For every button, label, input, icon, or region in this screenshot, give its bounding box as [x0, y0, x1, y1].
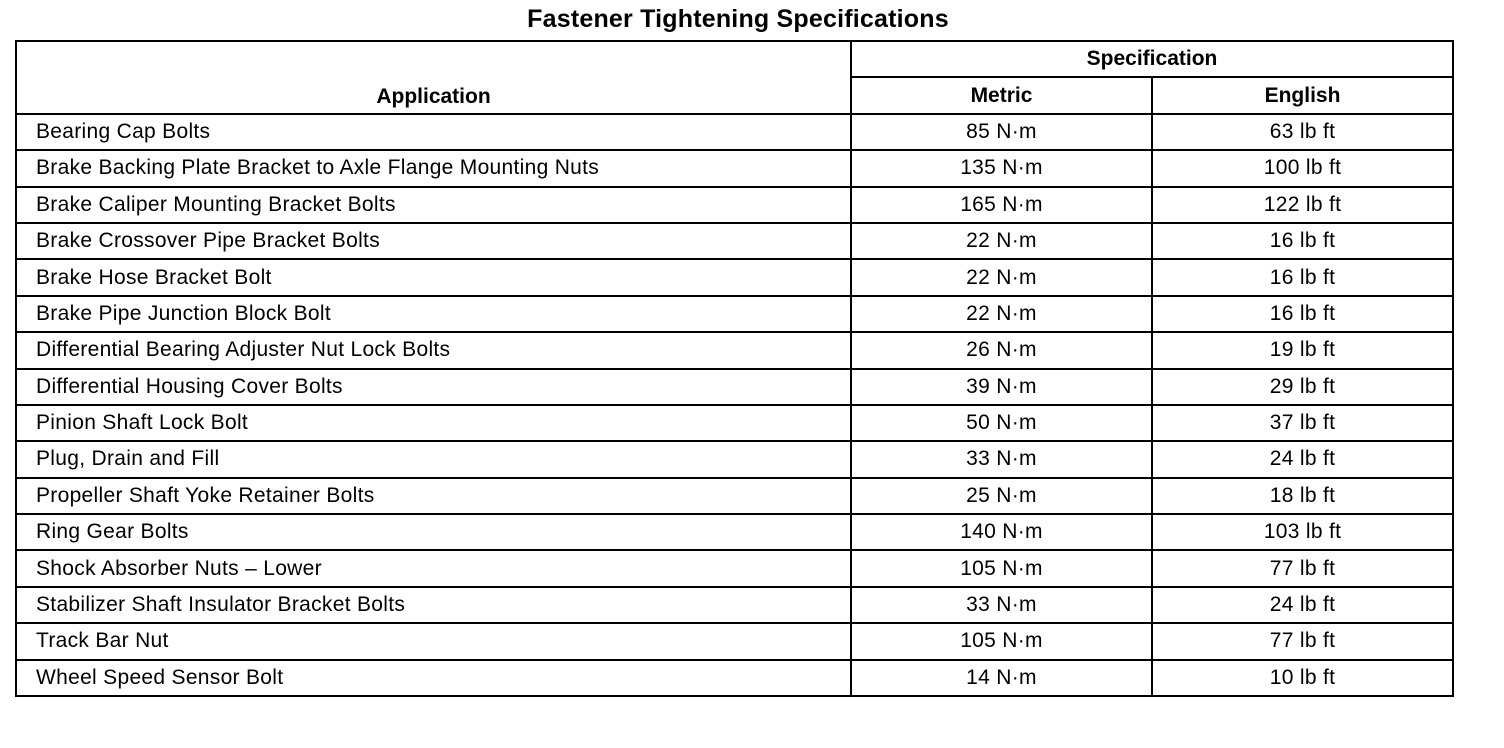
- application-cell: Plug, Drain and Fill: [16, 441, 851, 477]
- table-row: [16, 550, 1453, 586]
- metric-cell: 26 N·m: [851, 332, 1152, 368]
- english-cell: 77 lb ft: [1152, 623, 1453, 659]
- table-row: [16, 587, 1453, 623]
- table-row: [16, 259, 1453, 295]
- english-cell: 18 lb ft: [1152, 478, 1453, 514]
- application-cell: Pinion Shaft Lock Bolt: [16, 405, 851, 441]
- metric-cell: 39 N·m: [851, 369, 1152, 405]
- english-cell: 63 lb ft: [1152, 114, 1453, 150]
- english-cell: 100 lb ft: [1152, 150, 1453, 186]
- metric-cell: 22 N·m: [851, 296, 1152, 332]
- table-row: [16, 150, 1453, 186]
- metric-cell: 105 N·m: [851, 623, 1152, 659]
- english-cell: 16 lb ft: [1152, 223, 1453, 259]
- metric-cell: 14 N·m: [851, 660, 1152, 696]
- table-row: [16, 332, 1453, 368]
- table-row: [16, 660, 1453, 696]
- table-header: [16, 41, 1453, 114]
- table-row: [16, 441, 1453, 477]
- metric-cell: 22 N·m: [851, 259, 1152, 295]
- table-row: [16, 223, 1453, 259]
- metric-column-header: Metric: [851, 77, 1152, 113]
- header-row-top: [16, 41, 1453, 77]
- application-cell: Propeller Shaft Yoke Retainer Bolts: [16, 478, 851, 514]
- table-body: [16, 114, 1453, 696]
- english-cell: 29 lb ft: [1152, 369, 1453, 405]
- application-column-header: Application: [16, 41, 851, 114]
- metric-cell: 135 N·m: [851, 150, 1152, 186]
- table-row: [16, 405, 1453, 441]
- application-cell: Track Bar Nut: [16, 623, 851, 659]
- english-cell: 77 lb ft: [1152, 550, 1453, 586]
- application-cell: Ring Gear Bolts: [16, 514, 851, 550]
- english-cell: 19 lb ft: [1152, 332, 1453, 368]
- english-cell: 24 lb ft: [1152, 441, 1453, 477]
- table-row: [16, 478, 1453, 514]
- english-cell: 122 lb ft: [1152, 187, 1453, 223]
- application-cell: Wheel Speed Sensor Bolt: [16, 660, 851, 696]
- english-cell: 10 lb ft: [1152, 660, 1453, 696]
- table-row: [16, 114, 1453, 150]
- application-cell: Shock Absorber Nuts – Lower: [16, 550, 851, 586]
- metric-cell: 50 N·m: [851, 405, 1152, 441]
- metric-cell: 165 N·m: [851, 187, 1152, 223]
- table-row: [16, 369, 1453, 405]
- fastener-spec-table: [15, 40, 1454, 697]
- english-cell: 16 lb ft: [1152, 259, 1453, 295]
- table-row: [16, 296, 1453, 332]
- application-cell: Bearing Cap Bolts: [16, 114, 851, 150]
- english-cell: 16 lb ft: [1152, 296, 1453, 332]
- table-row: [16, 623, 1453, 659]
- table-row: [16, 187, 1453, 223]
- application-cell: Differential Bearing Adjuster Nut Lock Bolts: [16, 332, 851, 368]
- application-cell: Brake Crossover Pipe Bracket Bolts: [16, 223, 851, 259]
- english-cell: 103 lb ft: [1152, 514, 1453, 550]
- application-cell: Differential Housing Cover Bolts: [16, 369, 851, 405]
- application-cell: Brake Pipe Junction Block Bolt: [16, 296, 851, 332]
- page-title: Fastener Tightening Specifications: [527, 5, 949, 33]
- table-row: [16, 514, 1453, 550]
- metric-cell: 105 N·m: [851, 550, 1152, 586]
- metric-cell: 22 N·m: [851, 223, 1152, 259]
- english-cell: 24 lb ft: [1152, 587, 1453, 623]
- application-cell: Brake Backing Plate Bracket to Axle Flange Mounting Nuts: [16, 150, 851, 186]
- metric-cell: 85 N·m: [851, 114, 1152, 150]
- specification-column-header: Specification: [851, 41, 1453, 77]
- metric-cell: 33 N·m: [851, 587, 1152, 623]
- metric-cell: 25 N·m: [851, 478, 1152, 514]
- application-cell: Brake Hose Bracket Bolt: [16, 259, 851, 295]
- english-cell: 37 lb ft: [1152, 405, 1453, 441]
- english-column-header: English: [1152, 77, 1453, 113]
- application-cell: Stabilizer Shaft Insulator Bracket Bolts: [16, 587, 851, 623]
- metric-cell: 140 N·m: [851, 514, 1152, 550]
- metric-cell: 33 N·m: [851, 441, 1152, 477]
- application-cell: Brake Caliper Mounting Bracket Bolts: [16, 187, 851, 223]
